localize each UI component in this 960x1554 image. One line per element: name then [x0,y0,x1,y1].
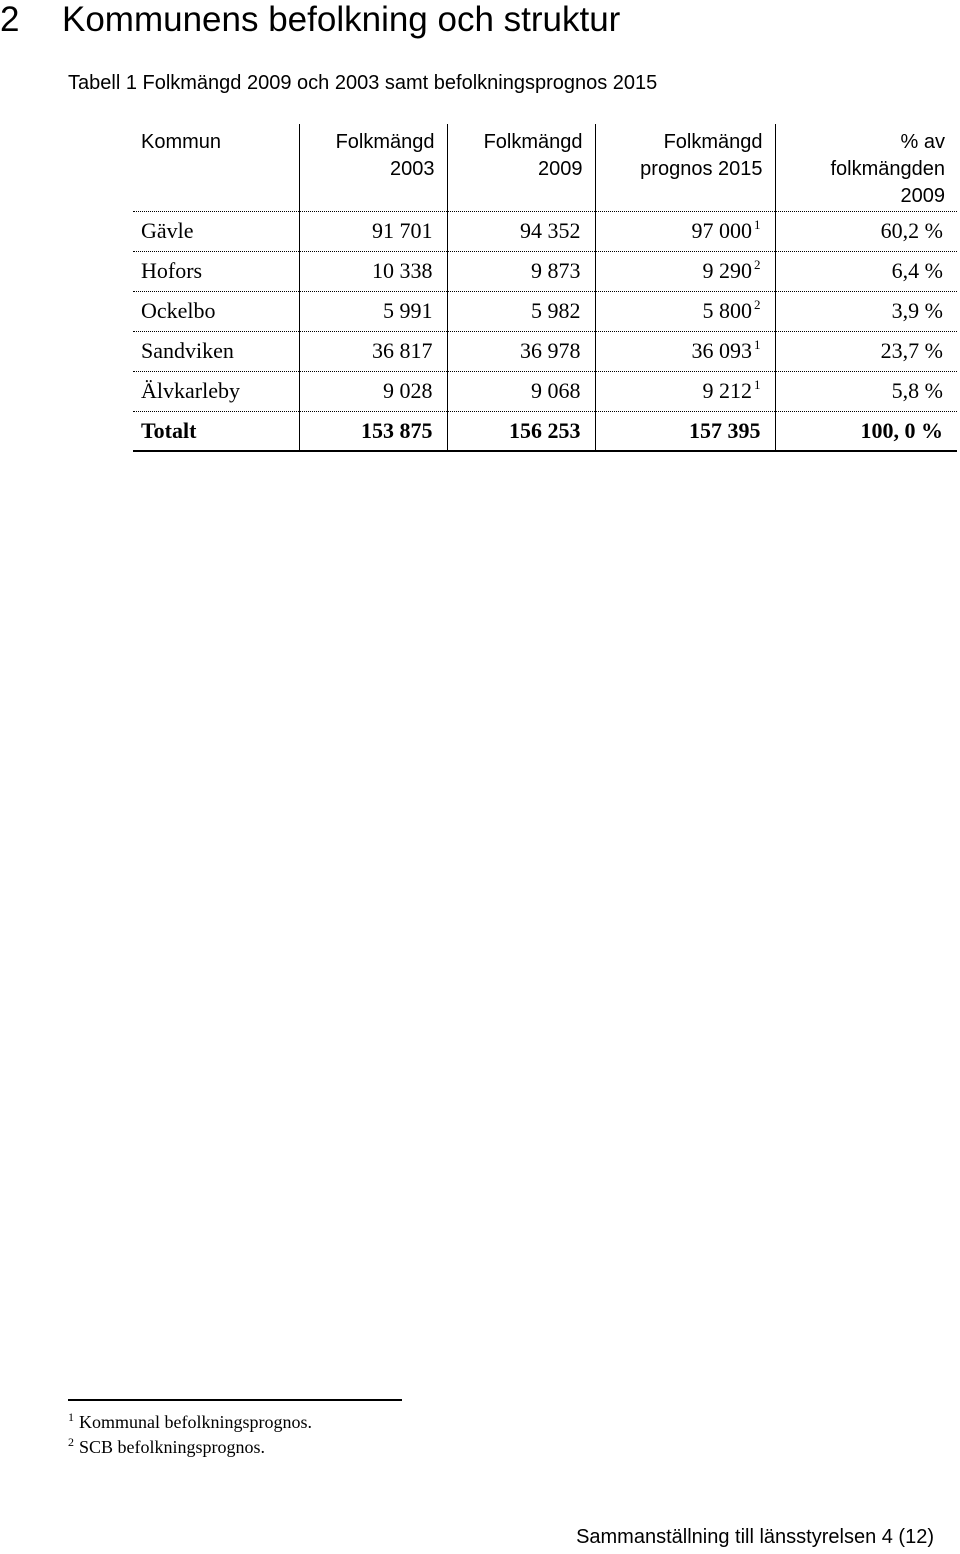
table-row [133,371,957,411]
cell-andel: 5,8 % [775,371,957,411]
cell-total-2003: 153 875 [299,411,447,451]
cell-folkmangd-2009: 5 982 [447,291,595,331]
footnote-ref: 2 [754,257,761,272]
prognos-value: 9 290 [702,258,752,283]
header-line: Folkmängd [335,131,435,153]
header-line: 2003 [390,158,435,180]
header-line: prognos 2015 [640,158,763,180]
cell-andel: 3,9 % [775,291,957,331]
prognos-value: 5 800 [702,298,752,323]
header-prognos-2015 [595,124,775,211]
table-row [133,251,957,291]
population-table [133,124,957,452]
footnote-mark: 1 [68,1410,74,1424]
footnote-divider [68,1399,402,1401]
table-row [133,211,957,251]
section-heading [0,0,620,42]
footnote-ref: 2 [754,297,761,312]
table-row [133,331,957,371]
cell-prognos [595,371,775,411]
table-caption: Tabell 1 Folkmängd 2009 och 2003 samt befolkningsprognos 2015 [68,72,658,94]
cell-folkmangd-2003: 10 338 [299,251,447,291]
cell-total-label: Totalt [133,411,299,451]
footnote-ref: 1 [754,377,761,392]
cell-folkmangd-2009: 94 352 [447,211,595,251]
cell-prognos [595,331,775,371]
header-line: 2009 [538,158,583,180]
header-line: folkmängden [830,158,945,180]
header-line: Folkmängd [483,131,583,153]
table-total-row [133,411,957,451]
cell-folkmangd-2009: 9 068 [447,371,595,411]
header-line: Kommun [141,131,222,153]
cell-prognos [595,211,775,251]
cell-folkmangd-2003: 36 817 [299,331,447,371]
cell-folkmangd-2003: 5 991 [299,291,447,331]
cell-kommun: Sandviken [133,331,299,371]
header-line: 2009 [900,185,945,207]
cell-folkmangd-2003: 9 028 [299,371,447,411]
cell-prognos [595,251,775,291]
footnote-2 [68,1436,265,1458]
cell-kommun: Gävle [133,211,299,251]
section-title: Kommunens befolkning och struktur [62,0,621,39]
footnote-text: Kommunal befolkningsprognos. [79,1412,312,1432]
footnote-mark: 2 [68,1435,74,1449]
footnote-1 [68,1411,312,1433]
header-line: Folkmängd [663,131,763,153]
prognos-value: 36 093 [691,338,752,363]
table-row [133,291,957,331]
header-line: % av [900,131,945,153]
header-folkmangd-2003 [299,124,447,211]
cell-folkmangd-2009: 36 978 [447,331,595,371]
cell-total-andel: 100, 0 % [775,411,957,451]
cell-folkmangd-2003: 91 701 [299,211,447,251]
footnote-text: SCB befolkningsprognos. [79,1437,266,1457]
cell-andel: 60,2 % [775,211,957,251]
cell-andel: 6,4 % [775,251,957,291]
cell-andel: 23,7 % [775,331,957,371]
footnote-ref: 1 [754,217,761,232]
cell-folkmangd-2009: 9 873 [447,251,595,291]
prognos-value: 9 212 [702,378,752,403]
cell-prognos [595,291,775,331]
cell-total-2009: 156 253 [447,411,595,451]
cell-kommun: Hofors [133,251,299,291]
page-footer: Sammanställning till länsstyrelsen 4 (12) [576,1526,934,1548]
header-andel [775,124,957,211]
section-number: 2 [0,0,20,39]
cell-total-prognos: 157 395 [595,411,775,451]
cell-kommun: Älvkarleby [133,371,299,411]
header-kommun [133,124,299,211]
footnote-ref: 1 [754,337,761,352]
cell-kommun: Ockelbo [133,291,299,331]
prognos-value: 97 000 [691,218,752,243]
header-folkmangd-2009 [447,124,595,211]
table-header-row [133,124,957,211]
